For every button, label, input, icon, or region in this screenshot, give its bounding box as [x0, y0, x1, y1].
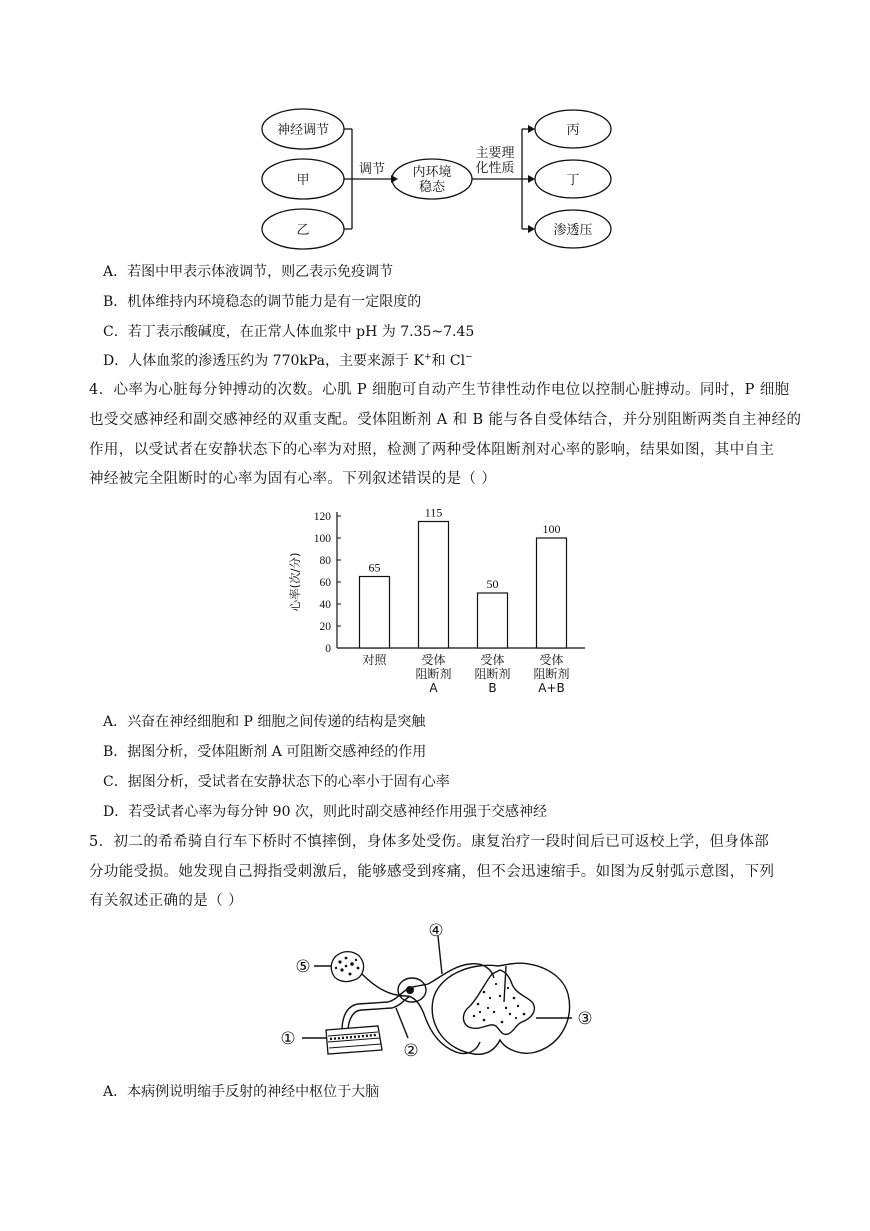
q4-option-d: D．若受试者心率为每分钟 90 次，则此时副交感神经作用强于交感神经: [103, 804, 547, 820]
q3-option-c: C．若丁表示酸碱度，在正常人体血浆中 pH 为 7.35~7.45: [103, 324, 475, 340]
x-category-label-2: 阻断剂: [474, 667, 511, 681]
heart-rate-bar-chart: [285, 500, 605, 700]
grey-matter-stipple: [473, 983, 526, 1023]
x-category-label-3: A+B: [538, 681, 565, 695]
q4-stem-line3: 作用，以受试者在安静状态下的心率为对照，检测了两种受体阻断剂对心率的影响，结果如图，其中自主: [89, 442, 775, 458]
chart-x-categories: [362, 652, 569, 695]
homeostasis-diagram: [255, 105, 615, 250]
x-category-label-2: 受体: [480, 653, 505, 667]
ganglion-nucleus: [406, 986, 414, 994]
arrow-label-properties-2: 化性质: [475, 161, 515, 176]
label-4: ④: [428, 921, 444, 941]
effector-muscle: [331, 952, 363, 982]
afferent-nerve-2: [348, 996, 410, 1031]
y-tick-label: 0: [325, 643, 331, 655]
q3-option-a: A．若图中甲表示体液调节，则乙表示免疫调节: [103, 264, 394, 280]
grey-matter: [463, 970, 534, 1034]
bar-value-label-1: 115: [424, 505, 443, 520]
node-osmotic-pressure: 渗透压: [553, 223, 593, 238]
bar-value-label-3: 100: [542, 522, 561, 536]
spinal-cord-outline: [432, 963, 569, 1054]
q4-option-b: B．据图分析，受体阻断剂 A 可阻断交感神经的作用: [103, 744, 427, 760]
bar-value-label-0: 65: [368, 560, 381, 575]
bar-value-label-2: 50: [486, 577, 499, 591]
y-tick-label: 80: [319, 555, 331, 567]
node-bing: 丙: [566, 123, 580, 138]
q4-option-a: A．兴奋在神经细胞和 P 细胞之间传递的结构是突触: [103, 714, 426, 730]
x-category-label-1: 阻断剂: [415, 667, 452, 681]
bar-2: [478, 593, 508, 648]
q3-option-d-text: D．人体血浆的渗透压约为 770kPa，主要来源于 K: [103, 353, 424, 369]
q5-stem-line1: 5．初二的希希骑自行车下桥时不慎摔倒，身体多处受伤。康复治疗一段时间后已可返校上学，但身体部: [89, 834, 770, 850]
q5-stem-line3: 有关叙述正确的是（ ）: [89, 893, 244, 909]
node-homeostasis-line1: 内环境: [412, 165, 452, 180]
q4-stem-line4: 神经被完全阻断时的心率为固有心率。下列叙述错误的是（ ）: [89, 471, 497, 487]
y-tick-label: 40: [319, 599, 331, 611]
q4-option-c: C．据图分析，受试者在安静状态下的心率小于固有心率: [103, 774, 450, 790]
label-5: ⑤: [295, 957, 311, 977]
reflex-arc-diagram: [270, 918, 610, 1068]
q3-option-d-text-2: 和 Cl: [431, 353, 466, 369]
x-category-label-0: 对照: [362, 653, 387, 667]
node-neural-regulation: 神经调节: [276, 123, 330, 138]
label-2-pointer: [396, 1008, 408, 1038]
label-2: ②: [403, 1041, 419, 1061]
afferent-nerve: [342, 964, 494, 1031]
bar-1: [419, 522, 449, 649]
q3-option-b: B．机体维持内环境稳态的调节能力是有一定限度的: [103, 294, 422, 310]
receptor-skin: [326, 1026, 382, 1054]
y-tick-label: 20: [319, 621, 331, 633]
label-1: ①: [280, 1029, 296, 1049]
bar-0: [360, 577, 390, 649]
arrow-label-properties-1: 主要理: [475, 146, 515, 161]
x-category-label-3: 阻断剂: [533, 667, 570, 681]
q4-stem-line1: 4．心率为心脏每分钟搏动的次数。心肌 P 细胞可自动产生节律性动作电位以控制心脏搏动。同时，P 细胞: [89, 382, 790, 398]
chart-bars: [360, 522, 567, 649]
node-ding: 丁: [566, 173, 580, 188]
x-category-label-2: B: [488, 681, 497, 695]
q5-option-a: A．本病例说明缩手反射的神经中枢位于大脑: [103, 1084, 380, 1100]
x-category-label-1: 受体: [421, 653, 446, 667]
node-yi: 乙: [296, 223, 310, 238]
y-tick-label: 100: [313, 533, 331, 545]
node-homeostasis-line2: 稳态: [418, 180, 446, 195]
x-category-label-3: 受体: [539, 653, 564, 667]
q3-option-d: D．人体血浆的渗透压约为 770kPa，主要来源于 K+和 Cl−: [103, 352, 473, 369]
label-3: ③: [577, 1009, 593, 1029]
bar-3: [537, 538, 567, 648]
q5-stem-line2: 分功能受损。她发现自己拇指受刺激后，能够感受到疼痛，但不会迅速缩手。如图为反射弧示意图，下列: [89, 864, 775, 880]
chart-y-axis-label: 心率(次/分): [288, 552, 302, 612]
chart-data-labels: [369, 506, 561, 592]
node-jia: 甲: [296, 173, 310, 188]
y-tick-label: 120: [313, 511, 331, 523]
arrow-label-regulate: 调节: [358, 162, 386, 177]
x-category-label-1: A: [429, 681, 438, 695]
y-tick-label: 60: [319, 577, 331, 589]
label-4-pointer: [438, 936, 442, 974]
q4-stem-line2: 也受交感神经和副交感神经的双重支配。受体阻断剂 A 和 B 能与各自受体结合，并分别阻断两类自主神经的: [89, 412, 802, 428]
